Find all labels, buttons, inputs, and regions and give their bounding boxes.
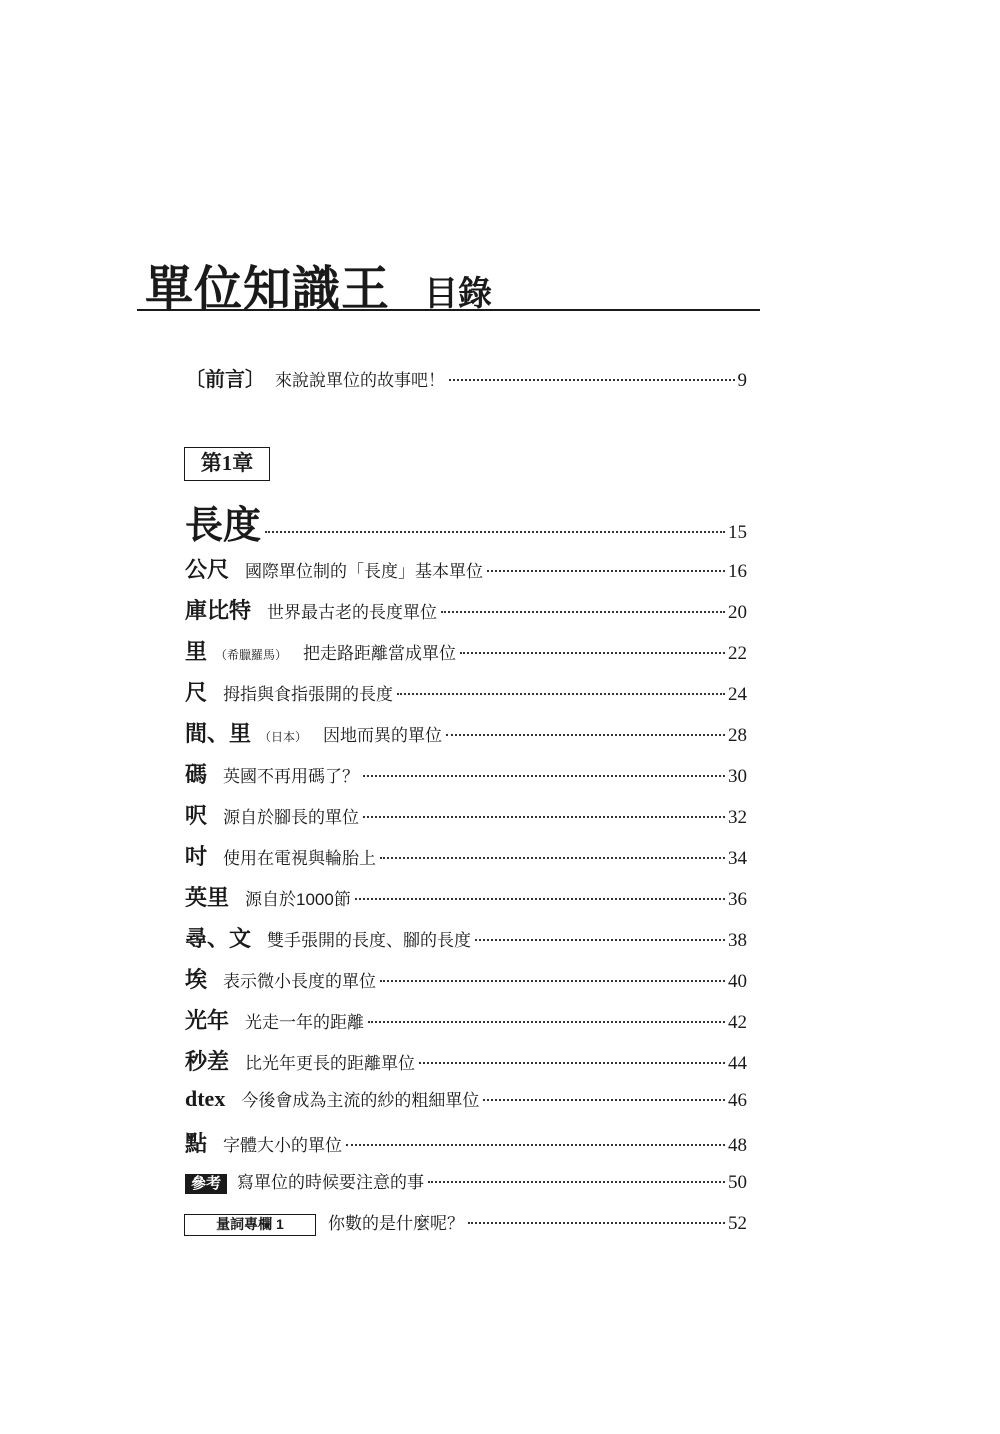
leader-dots xyxy=(449,379,735,381)
page-number: 48 xyxy=(728,1135,747,1156)
entry-desc: 因地而異的單位 xyxy=(323,726,443,745)
entry-term: 尺 xyxy=(185,680,208,705)
entry-desc: 你數的是什麼呢？ xyxy=(328,1214,464,1233)
toc-entry[interactable] xyxy=(185,1086,747,1112)
entry-term: 碼 xyxy=(185,762,208,787)
toc-entry[interactable] xyxy=(185,799,747,830)
entry-term: 間、里 xyxy=(185,721,252,746)
title-divider xyxy=(137,309,760,311)
page-number: 20 xyxy=(728,602,747,623)
leader-dots xyxy=(428,1181,725,1183)
toc-entry-reference[interactable] xyxy=(185,1168,747,1194)
toc-heading: 目錄 xyxy=(424,276,493,313)
page-number: 38 xyxy=(728,930,747,951)
entry-desc: 源自於腳長的單位 xyxy=(223,808,360,827)
page-number: 34 xyxy=(728,848,747,869)
toc-entry[interactable] xyxy=(185,1045,747,1076)
entry-desc: 國際單位制的「長度」基本單位 xyxy=(245,562,484,581)
toc-entry[interactable] xyxy=(185,963,747,994)
entry-term: dtex xyxy=(185,1086,226,1111)
page-number: 40 xyxy=(728,971,747,992)
entry-term: 秒差 xyxy=(185,1049,230,1074)
entry-term: 英里 xyxy=(185,885,230,910)
entry-note: （日本） xyxy=(259,730,308,744)
leader-dots xyxy=(355,898,725,900)
book-title: 單位知識王 xyxy=(145,263,391,316)
page-number: 16 xyxy=(728,561,747,582)
toc-entry[interactable] xyxy=(185,594,747,625)
toc-entry[interactable] xyxy=(185,717,747,748)
leader-dots xyxy=(419,1062,725,1064)
entry-term: 尋、文 xyxy=(185,926,252,951)
toc-entry[interactable] xyxy=(185,1127,747,1158)
page-number: 32 xyxy=(728,807,747,828)
toc-entry[interactable] xyxy=(185,553,747,584)
page-number: 46 xyxy=(728,1090,747,1111)
entry-term: 光年 xyxy=(185,1008,230,1033)
entry-desc: 寫單位的時候要注意的事 xyxy=(237,1173,425,1192)
chapter-label: 第1章 xyxy=(184,447,270,481)
toc-entry[interactable] xyxy=(185,676,747,707)
entry-desc: 雙手張開的長度、腳的長度 xyxy=(267,931,472,950)
toc-entry-chapter[interactable] xyxy=(185,494,747,549)
entry-desc: 使用在電視與輪胎上 xyxy=(223,849,377,868)
preface-label: 〔前言〕 xyxy=(185,369,265,391)
toc-entry[interactable] xyxy=(185,635,747,666)
toc-entry[interactable] xyxy=(185,840,747,871)
leader-dots xyxy=(397,693,725,695)
entry-term: 庫比特 xyxy=(185,598,252,623)
page-number: 44 xyxy=(728,1053,747,1074)
toc-entry[interactable] xyxy=(185,881,747,912)
leader-dots xyxy=(368,1021,725,1023)
page-number: 52 xyxy=(728,1213,747,1234)
page-number: 15 xyxy=(728,522,747,543)
leader-dots xyxy=(446,734,725,736)
entry-term: 呎 xyxy=(185,803,208,828)
entry-note: （希臘羅馬） xyxy=(215,648,288,662)
entry-desc: 光走一年的距離 xyxy=(245,1013,365,1032)
page-number: 9 xyxy=(737,370,747,391)
leader-dots xyxy=(380,980,725,982)
page-number: 28 xyxy=(728,725,747,746)
entry-desc: 比光年更長的距離單位 xyxy=(245,1054,416,1073)
entry-desc: 源自於1000節 xyxy=(245,890,351,909)
page-number: 42 xyxy=(728,1012,747,1033)
entry-desc: 英國不再用碼了？ xyxy=(223,767,360,786)
leader-dots xyxy=(380,857,725,859)
entry-term: 里 xyxy=(185,639,208,664)
entry-term: 點 xyxy=(185,1131,208,1156)
chapter-title: 長度 xyxy=(185,505,262,547)
leader-dots xyxy=(483,1099,725,1101)
leader-dots xyxy=(363,775,725,777)
entry-desc: 拇指與食指張開的長度 xyxy=(223,685,394,704)
entry-desc: 今後會成為主流的紗的粗細單位 xyxy=(241,1091,480,1110)
toc-entry[interactable] xyxy=(185,922,747,953)
leader-dots xyxy=(487,570,725,572)
reference-badge: 參考 xyxy=(185,1174,227,1194)
page-number: 50 xyxy=(728,1172,747,1193)
page-number: 30 xyxy=(728,766,747,787)
column-label: 量詞專欄 1 xyxy=(184,1214,316,1236)
entry-desc: 表示微小長度的單位 xyxy=(223,972,377,991)
entry-desc: 世界最古老的長度單位 xyxy=(267,603,438,622)
preface-text: 來說說單位的故事吧！ xyxy=(275,371,445,390)
entry-desc: 字體大小的單位 xyxy=(223,1136,343,1155)
page-number: 24 xyxy=(728,684,747,705)
entry-term: 埃 xyxy=(185,967,208,992)
entry-desc: 把走路距離當成單位 xyxy=(303,644,457,663)
toc-entry[interactable] xyxy=(185,1004,747,1035)
page-number: 36 xyxy=(728,889,747,910)
leader-dots xyxy=(265,531,725,533)
entry-term: 吋 xyxy=(185,844,208,869)
leader-dots xyxy=(468,1222,725,1224)
entry-term: 公尺 xyxy=(185,557,230,582)
toc-entry-column[interactable] xyxy=(184,1209,747,1236)
leader-dots xyxy=(346,1144,725,1146)
leader-dots xyxy=(475,939,725,941)
leader-dots xyxy=(363,816,725,818)
leader-dots xyxy=(441,611,725,613)
page-number: 22 xyxy=(728,643,747,664)
toc-entry-preface[interactable] xyxy=(185,363,747,392)
toc-entry[interactable] xyxy=(185,758,747,789)
leader-dots xyxy=(460,652,725,654)
